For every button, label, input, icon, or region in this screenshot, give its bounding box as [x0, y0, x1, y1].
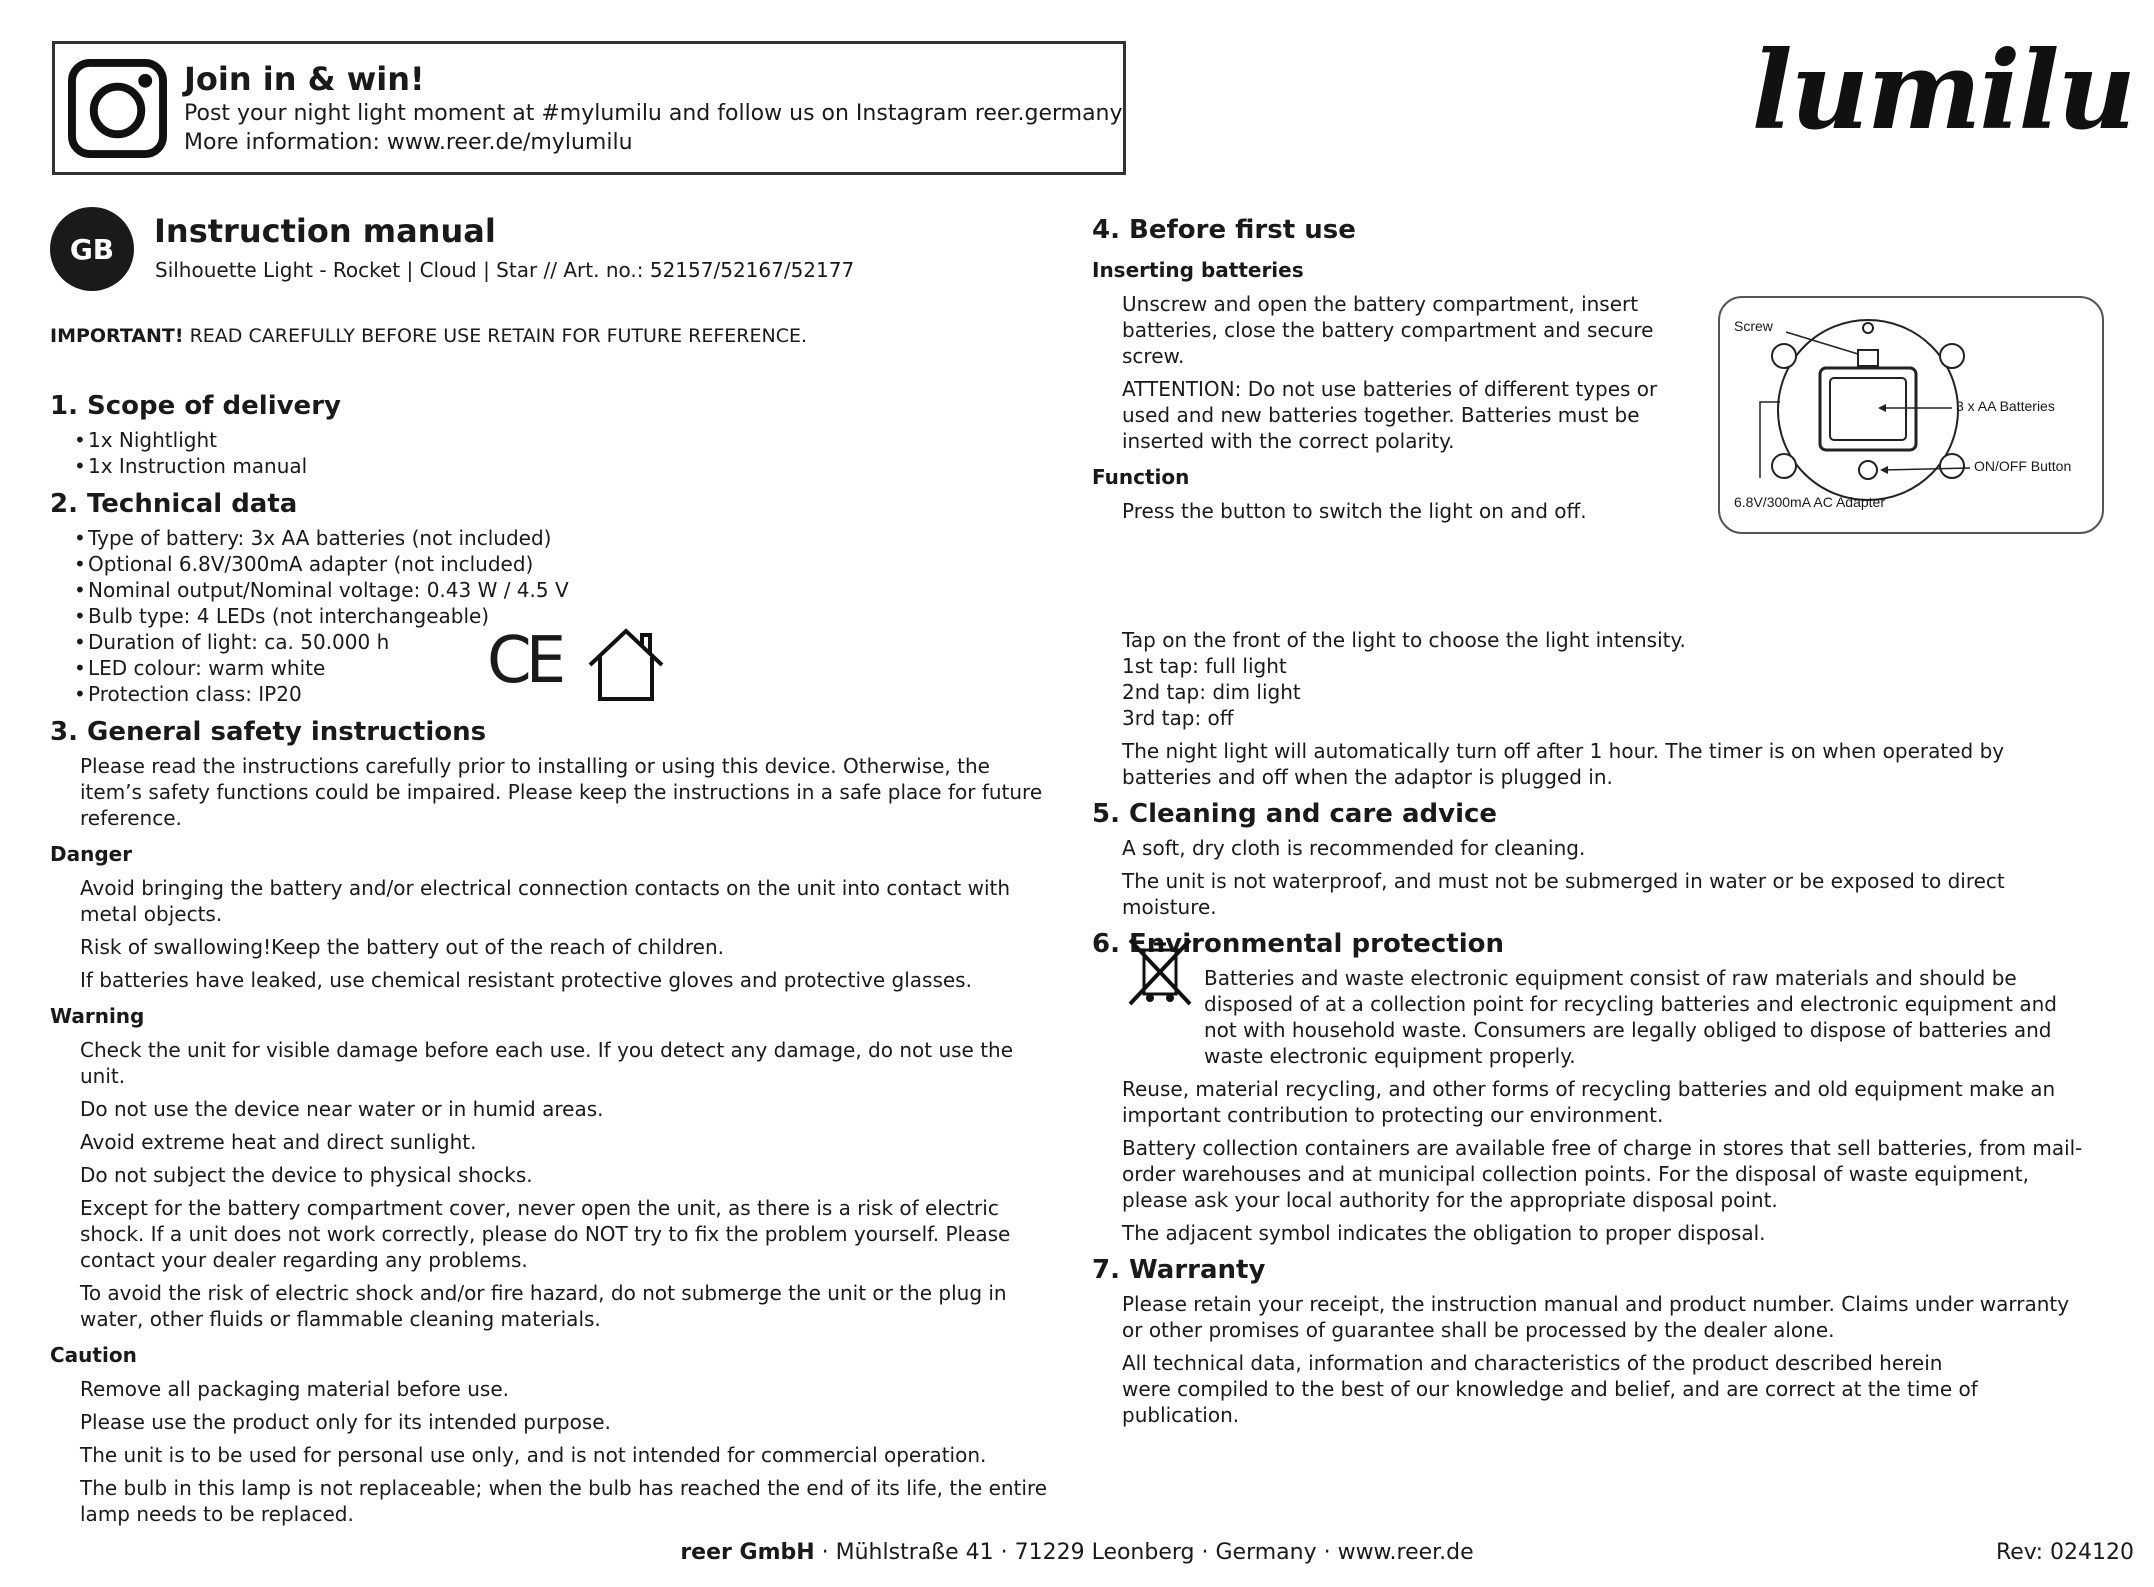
diagram-button-label: ON/OFF Button: [1974, 458, 2072, 474]
warning-item: Do not subject the device to physical shocks.: [80, 1163, 533, 1187]
footer-company: reer GmbH: [680, 1540, 815, 1565]
banner-title: Join in & win!: [184, 60, 425, 98]
danger-heading: Danger: [50, 842, 133, 866]
ce-mark-icon: CE: [487, 624, 561, 698]
revision-number: Rev: 024120: [1995, 1540, 2134, 1565]
important-notice: [50, 325, 807, 347]
warranty-p1: Please retain your receipt, the instruction manual and product number. Claims under warranty or other promises of guarantee shall be processed by the dealer alone.: [1122, 1292, 2070, 1342]
environment-p1: Batteries and waste electronic equipment consist of raw materials and should be disposed of at a collection point for recycling batteries and electronic equipment and not with household waste. Consumers are legally obliged to dispose of batteries and waste electronic equipment properly.: [1204, 966, 2057, 1068]
caution-item: Please use the product only for its intended purpose.: [80, 1410, 611, 1434]
caution-heading: Caution: [50, 1343, 137, 1367]
caution-item: The unit is to be used for personal use only, and is not intended for commercial operation.: [80, 1443, 987, 1467]
function-heading: Function: [1092, 465, 1190, 489]
scope-list: [50, 427, 1050, 479]
list-item: • 1x Nightlight: [50, 427, 1050, 453]
banner-line-1: Post your night light moment at #mylumilu and follow us on Instagram reer.germany: [184, 101, 1123, 126]
warning-item: Do not use the device near water or in humid areas.: [80, 1097, 604, 1121]
warranty-p2a: All technical data, information and characteristics of the product described herein: [1122, 1351, 1943, 1375]
important-text: READ CAREFULLY BEFORE USE RETAIN FOR FUTURE REFERENCE.: [183, 325, 808, 347]
page-title: Instruction manual: [154, 212, 496, 250]
batteries-heading: Inserting batteries: [1092, 258, 1304, 282]
cleaning-p2: The unit is not waterproof, and must not be submerged in water or be exposed to direct moisture.: [1122, 869, 2005, 919]
environment-p4: The adjacent symbol indicates the obligation to proper disposal.: [1122, 1221, 1766, 1245]
tap-line: 3rd tap: off: [1122, 706, 1234, 730]
list-item: • Optional 6.8V/300mA adapter (not included): [50, 551, 1050, 577]
list-item: • Type of battery: 3x AA batteries (not included): [50, 525, 1050, 551]
danger-item: Avoid bringing the battery and/or electrical connection contacts on the unit into contact with metal objects.: [80, 876, 1011, 926]
environment-heading: 6. Environmental protection: [1092, 929, 1505, 959]
list-item: • LED colour: warm white: [50, 655, 1050, 681]
danger-item: If batteries have leaked, use chemical resistant protective gloves and protective glasses.: [80, 968, 972, 992]
caution-item: Remove all packaging material before use.: [80, 1377, 509, 1401]
warning-item: Except for the battery compartment cover, never open the unit, as there is a risk of electric shock. If a unit does not work correctly, please do NOT try to fix the problem yourself. Please contact your dealer regarding any problems.: [80, 1196, 1011, 1272]
warning-item: Check the unit for visible damage before each use. If you detect any damage, do not use the unit.: [80, 1038, 1014, 1088]
banner-line-2: More information: www.reer.de/mylumilu: [184, 130, 633, 155]
first-use-heading: 4. Before first use: [1092, 215, 1356, 245]
safety-heading: 3. General safety instructions: [50, 717, 487, 747]
list-item: • Protection class: IP20: [50, 681, 1050, 707]
footer: [0, 1540, 2154, 1565]
batteries-p1: Unscrew and open the battery compartment, insert batteries, close the battery compartment and secure screw.: [1122, 292, 1654, 368]
batteries-p2: ATTENTION: Do not use batteries of different types or used and new batteries together. Batteries must be inserted with the correct polarity.: [1122, 377, 1658, 453]
page-subtitle: Silhouette Light - Rocket | Cloud | Star // Art. no.: 52157/52167/52177: [155, 258, 855, 282]
safety-intro: Please read the instructions carefully prior to installing or using this device. Otherwise, the item’s safety functions could be impaired. Please keep the instructions in a safe place for future reference.: [80, 754, 1043, 830]
battery-compartment-diagram: [1718, 296, 2104, 534]
caution-item: The bulb in this lamp is not replaceable; when the bulb has reached the end of its life, the entire lamp needs to be replaced.: [80, 1476, 1048, 1526]
environment-p2: Reuse, material recycling, and other forms of recycling batteries and old equipment make an important contribution to protecting our environment.: [1122, 1077, 2056, 1127]
crossed-bin-icon: [1124, 936, 1196, 1008]
warranty-heading: 7. Warranty: [1092, 1255, 1266, 1285]
timer-text: The night light will automatically turn off after 1 hour. The timer is on when operated by batteries and off when the adaptor is plugged in.: [1122, 739, 2005, 789]
environment-p3: Battery collection containers are available free of charge in stores that sell batteries, from mail-order warehouses and at municipal collection points. For the disposal of waste equipment, please ask your local authority for the appropriate disposal point.: [1122, 1136, 2083, 1212]
warranty-p2b: were compiled to the best of our knowledge and belief, and are correct at the time of publication.: [1122, 1377, 1978, 1427]
diagram-adapter-label: 6.8V/300mA AC Adapter: [1734, 494, 1885, 510]
warning-item: Avoid extreme heat and direct sunlight.: [80, 1130, 477, 1154]
tap-line: 2nd tap: dim light: [1122, 680, 1301, 704]
footer-address: · Mühlstraße 41 · 71229 Leonberg · Germany · www.reer.de: [814, 1540, 1474, 1565]
cleaning-p1: A soft, dry cloth is recommended for cleaning.: [1122, 836, 1586, 860]
warning-heading: Warning: [50, 1004, 145, 1028]
list-item: • 1x Instruction manual: [50, 453, 1050, 479]
scope-heading: 1. Scope of delivery: [50, 391, 341, 421]
function-p1: Press the button to switch the light on and off.: [1122, 499, 1587, 523]
list-item: • Nominal output/Nominal voltage: 0.43 W / 4.5 V: [50, 577, 1050, 603]
important-label: IMPORTANT!: [50, 325, 184, 347]
warning-item: To avoid the risk of electric shock and/or fire hazard, do not submerge the unit or the plug in water, other fluids or flammable cleaning materials.: [80, 1281, 1007, 1331]
language-badge: GB: [50, 207, 134, 291]
instagram-icon: [68, 59, 167, 158]
cleaning-heading: 5. Cleaning and care advice: [1092, 799, 1498, 829]
left-column: [50, 389, 1050, 1534]
list-item: • Duration of light: ca. 50.000 h: [50, 629, 1050, 655]
danger-item: Risk of swallowing!Keep the battery out of the reach of children.: [80, 935, 724, 959]
diagram-screw-label: Screw: [1734, 318, 1773, 334]
tap-line: 1st tap: full light: [1122, 654, 1287, 678]
lumilu-logo: lumilu: [1751, 28, 2134, 154]
diagram-batteries-label: 3 x AA Batteries: [1956, 398, 2055, 414]
tap-line: Tap on the front of the light to choose the light intensity.: [1122, 628, 1686, 652]
indoor-use-house-icon: [586, 627, 666, 703]
list-item: • Bulb type: 4 LEDs (not interchangeable): [50, 603, 1050, 629]
technical-heading: 2. Technical data: [50, 489, 298, 519]
